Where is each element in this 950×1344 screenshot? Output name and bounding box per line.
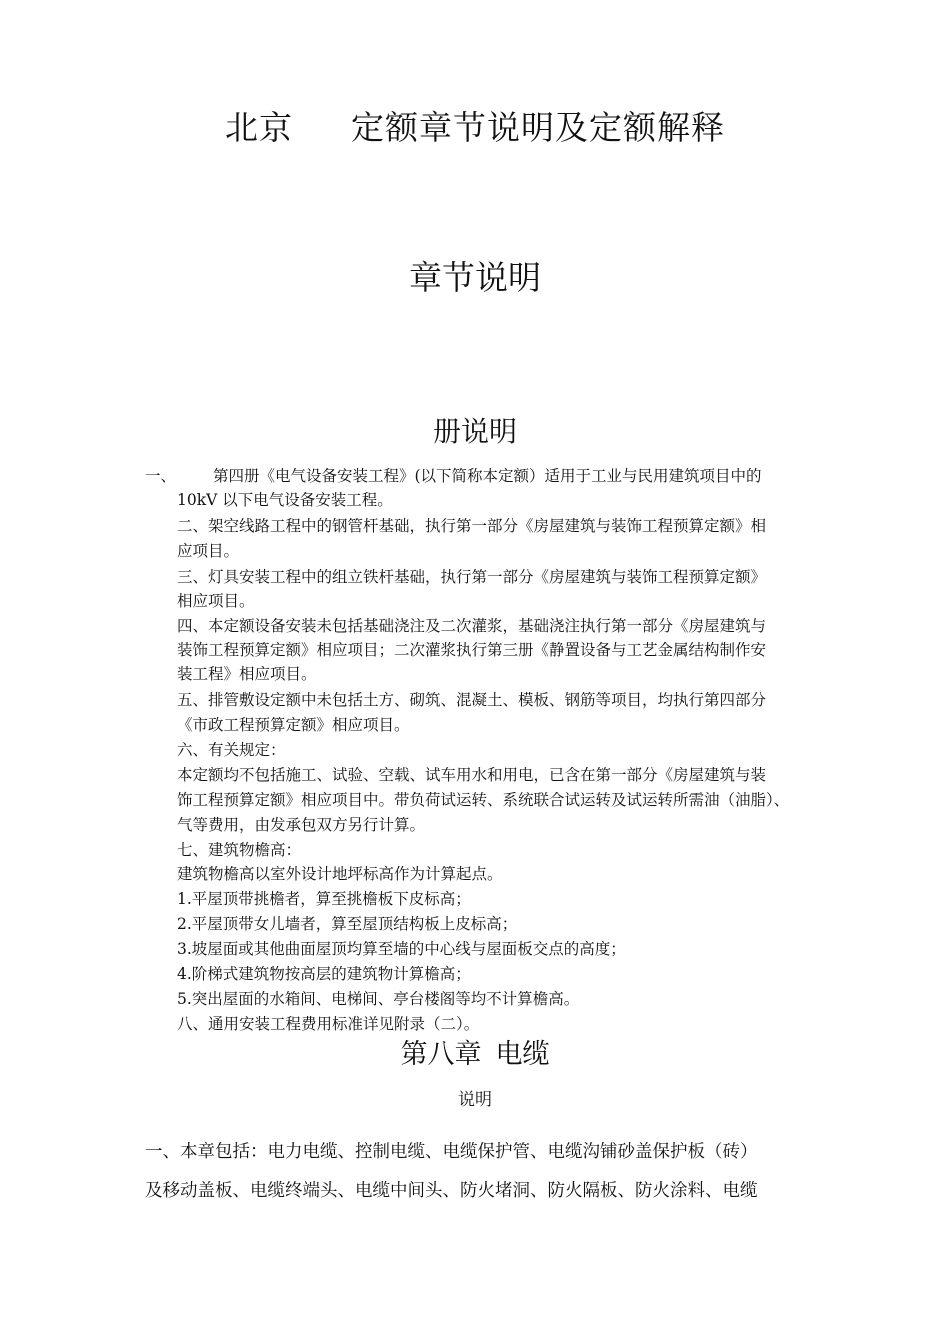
volume-line: 二、架空线路工程中的钢管杆基础，执行第一部分《房屋建筑与装饰工程预算定额》相 <box>177 517 767 535</box>
volume-line: 3.坡屋面或其他曲面屋顶均算至墙的中心线与屋面板交点的高度； <box>177 940 626 958</box>
volume-line: 四、本定额设备安装未包括基础浇注及二次灌浆，基础浇注执行第一部分《房屋建筑与 <box>177 617 767 635</box>
document-title <box>0 102 950 149</box>
volume-line: 10kV 以下电气设备安装工程。 <box>177 491 393 509</box>
volume-line: 本定额均不包括施工、试验、空载、试车用水和用电，已含在第一部分《房屋建筑与装 <box>177 766 767 784</box>
volume-line: 4.阶梯式建筑物按高层的建筑物计算檐高； <box>177 965 471 983</box>
volume-item-marker: 一、 <box>145 467 177 485</box>
chapter-8-name: 电缆 <box>495 1039 550 1070</box>
volume-line: 建筑物檐高以室外设计地坪标高作为计算起点。 <box>177 865 503 883</box>
chapter-8-title <box>0 1032 950 1071</box>
title-part-1: 北京 <box>225 108 293 147</box>
volume-line: 1.平屋顶带挑檐者，算至挑檐板下皮标高； <box>177 890 471 908</box>
volume-line: 气等费用，由发承包双方另行计算。 <box>177 816 426 834</box>
volume-line: 五、排管敷设定额中未包括土方、砌筑、混凝土、模板、钢筋等项目，均执行第四部分 <box>177 691 767 709</box>
volume-line: 相应项目。 <box>177 592 255 610</box>
volume-line: 装工程》相应项目。 <box>177 665 317 683</box>
volume-heading: 册说明 <box>432 415 517 448</box>
chapter-8-line: 及移动盖板、电缆终端头、电缆中间头、防火堵洞、防火隔板、防火涂料、电缆 <box>145 1181 758 1201</box>
volume-line: 2.平屋顶带女儿墙者，算至屋顶结构板上皮标高； <box>177 915 518 933</box>
chapter-8-line: 一、本章包括：电力电缆、控制电缆、电缆保护管、电缆沟铺砂盖保护板（砖） <box>145 1142 758 1162</box>
title-part-2: 定额章节说明及定额解释 <box>351 108 725 147</box>
volume-line: 装饰工程预算定额》相应项目；二次灌浆执行第三册《静置设备与工艺金属结构制作安 <box>177 641 767 659</box>
volume-line: 5.突出屋面的水箱间、电梯间、亭台楼阁等均不计算檐高。 <box>177 990 580 1008</box>
volume-line: 应项目。 <box>177 542 240 560</box>
volume-line: 八、通用安装工程费用标准详见附录（二）。 <box>177 1015 480 1033</box>
volume-line: 六、有关规定： <box>177 741 286 759</box>
chapter-8-number: 第八章 <box>400 1039 482 1070</box>
chapter-8-subheading: 说明 <box>458 1090 492 1110</box>
volume-line: 三、灯具安装工程中的组立铁杆基础，执行第一部分《房屋建筑与装饰工程预算定额》 <box>177 568 767 586</box>
volume-line: 饰工程预算定额》相应项目中。带负荷试运转、系统联合试运转及试运转所需油（油脂）、 <box>177 791 790 809</box>
volume-line: 《市政工程预算定额》相应项目。 <box>177 716 410 734</box>
volume-line: 七、建筑物檐高： <box>177 841 302 859</box>
volume-line: 第四册《电气设备安装工程》(以下简称本定额）适用于工业与民用建筑项目中的 <box>213 467 762 485</box>
section-heading: 章节说明 <box>409 258 541 297</box>
